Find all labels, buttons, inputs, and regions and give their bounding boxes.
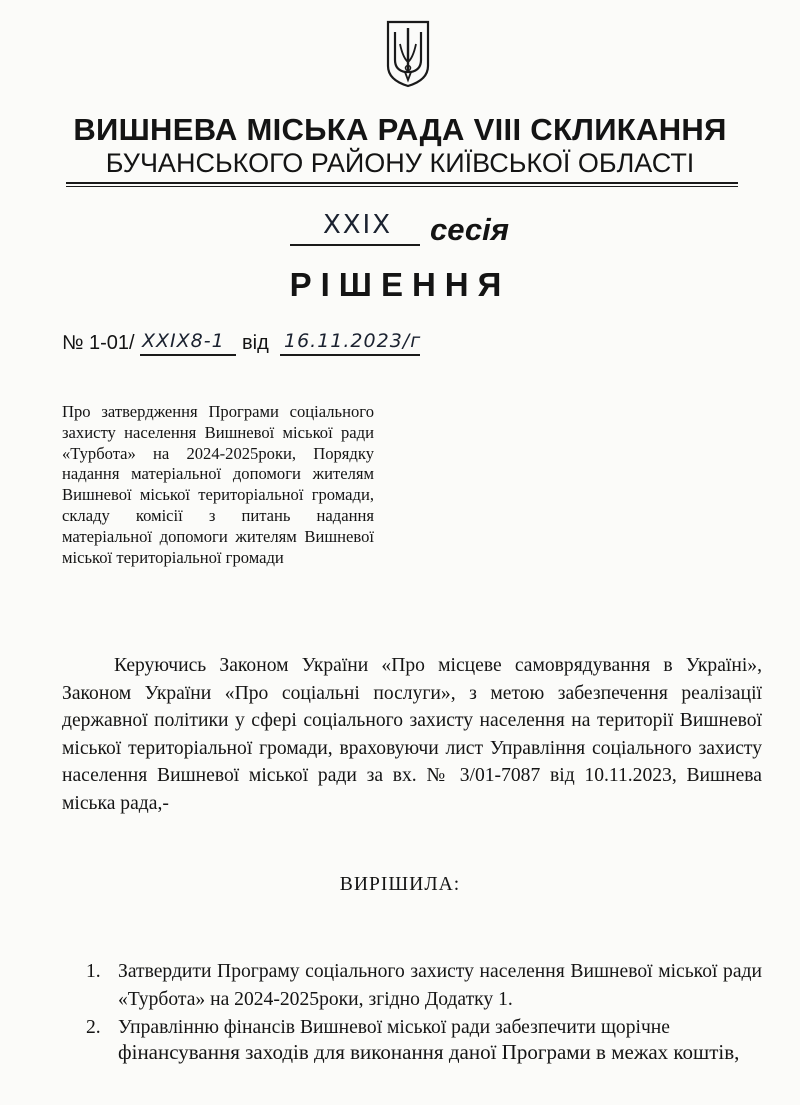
session-label: сесія [430,212,509,247]
council-subtitle: БУЧАНСЬКОГО РАЙОНУ КИЇВСЬКОЇ ОБЛАСТІ [105,148,695,178]
date-prefix: від [242,332,269,354]
header-divider-thin [66,186,738,187]
resolved-heading: ВИРІШИЛА: [339,874,461,895]
item-text-line2: фінансування заходів для виконання даної Програми в межах коштів, [118,1040,740,1065]
session-number: XXIX [322,210,393,240]
decision-items [86,958,762,1068]
trident-emblem-icon [383,18,433,88]
council-title: ВИШНЕВА МІСЬКА РАДА VIII СКЛИКАННЯ [73,112,727,147]
decision-item [86,958,762,1013]
decision-number-underline [140,354,236,356]
decision-date-handwritten: 16.11.2023/г [284,330,422,352]
decision-number-line [62,328,482,362]
preamble-paragraph: Керуючись Законом України «Про місцеве самоврядування в Україні», Законом України «Про соціальні послуги», з метою забезпечення реалізації державної політики у сфері соціального захисту населення на території Вишневої міської територіальної громади, враховуючи лист Управління соціального захисту населення Вишневої міської ради за вх. № 3/01-7087 від 10.11.2023, Вишнева міська рада,- [62,655,762,814]
item-text: Затвердити Програму соціального захисту населення Вишневої міської ради «Турбота» на 2024-2025роки, згідно Додатку 1. [118,961,762,1010]
decision-subject: Про затвердження Програми соціального захисту населення Вишневої міської ради «Турбота» на 2024-2025роки, Порядку надання матеріальної допомоги жителям Вишневої міської територіальної громади, складу комісії з питань надання матеріальної допомоги жителям Вишневої міської територіальної громади [62,402,374,567]
decision-item [86,1015,762,1066]
decision-date-underline [280,354,420,356]
item-text-line1: Управлінню фінансів Вишневої міської ради забезпечити щорічне [118,1017,670,1039]
session-line [290,206,550,250]
decision-number-handwritten: XXIX8-1 [142,330,225,352]
session-underline [290,244,420,246]
item-number: 2. [86,1017,101,1039]
decision-title: РІШЕННЯ [289,266,511,303]
decision-number-prefix: № 1-01/ [62,332,135,354]
item-number: 1. [86,961,101,982]
header-divider [66,182,738,184]
